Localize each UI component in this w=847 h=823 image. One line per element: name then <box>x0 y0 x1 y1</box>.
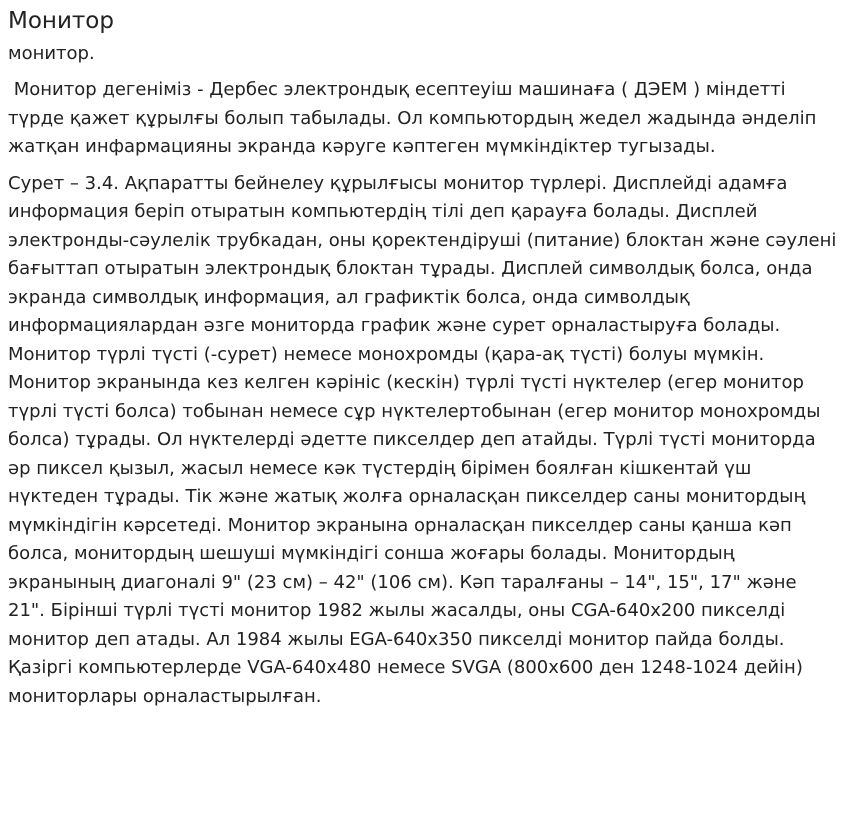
page-subtitle: монитор. <box>8 43 95 64</box>
page-title: Монитор <box>8 8 114 34</box>
paragraph-definition: Монитор дегеніміз - Дербес электрондық есептеуіш машинаға ( ДЭЕМ ) міндетті түрде қажет құрылғы болып табылады. Ол компьютордың жедел жадында әнделіп жатқан инфармацияны экранда кәруге кәптеген мүмкіндіктер тугызады. <box>8 79 823 157</box>
paragraph-monitor-types: Сурет – 3.4. Ақпаратты бейнелеу құрылғысы монитор түрлері. Дисплейді адамға информация беріп отыратын компьютердің тілі деп қарауға болады. Дисплей электронды-сәулелік трубкадан, оны қоректендіруші (питание) блоктан және сәулені бағыттап отыратын электрондық блоктан тұрады. Дисплей символдық болса, онда экранда символдық информация, ал графиктік болса, онда символдық информациялардан әзге мониторда график және сурет орналастыруға болады. Монитор түрлі түсті (-сурет) немесе монохромды (қара-ақ түсті) болуы мүмкін. Монитор экранында кез келген кәрініс (кескін) түрлі түсті нүктелер (егер монитор түрлі түсті болса) тобынан немесе сұр нүктелертобынан (егер монитор монохромды болса) тұрады. Ол нүктелерді әдетте пикселдер деп атайды. Түрлі түсті мониторда әр пиксел қызыл, жасыл немесе кәк түстердің бірімен боялған кішкентай үш нүктеден тұрады. Тік және жатық жолға орналасқан пикселдер саны монитордың мүмкіндігін кәрсетеді. Монитор экранына орналасқан пикселдер саны қанша кәп болса, монитордың шешуші мүмкіндігі сонша жоғары болады. Монитордың экранының диагоналі 9" (23 см) – 42" (106 см). Кәп таралғаны – 14", 15", 17" және 21". Бірінші түрлі түсті монитор 1982 жылы жасалды, оны CGA-640x200 пикселді монитор деп атады. Ал 1984 жылы EGA-640x350 пикселді монитор пайда болды. Қазіргі компьютерлерде VGA-640x480 немесе SVGA (800x600 ден 1248-1024 дейін) мониторлары орналастырылған. <box>8 172 837 707</box>
